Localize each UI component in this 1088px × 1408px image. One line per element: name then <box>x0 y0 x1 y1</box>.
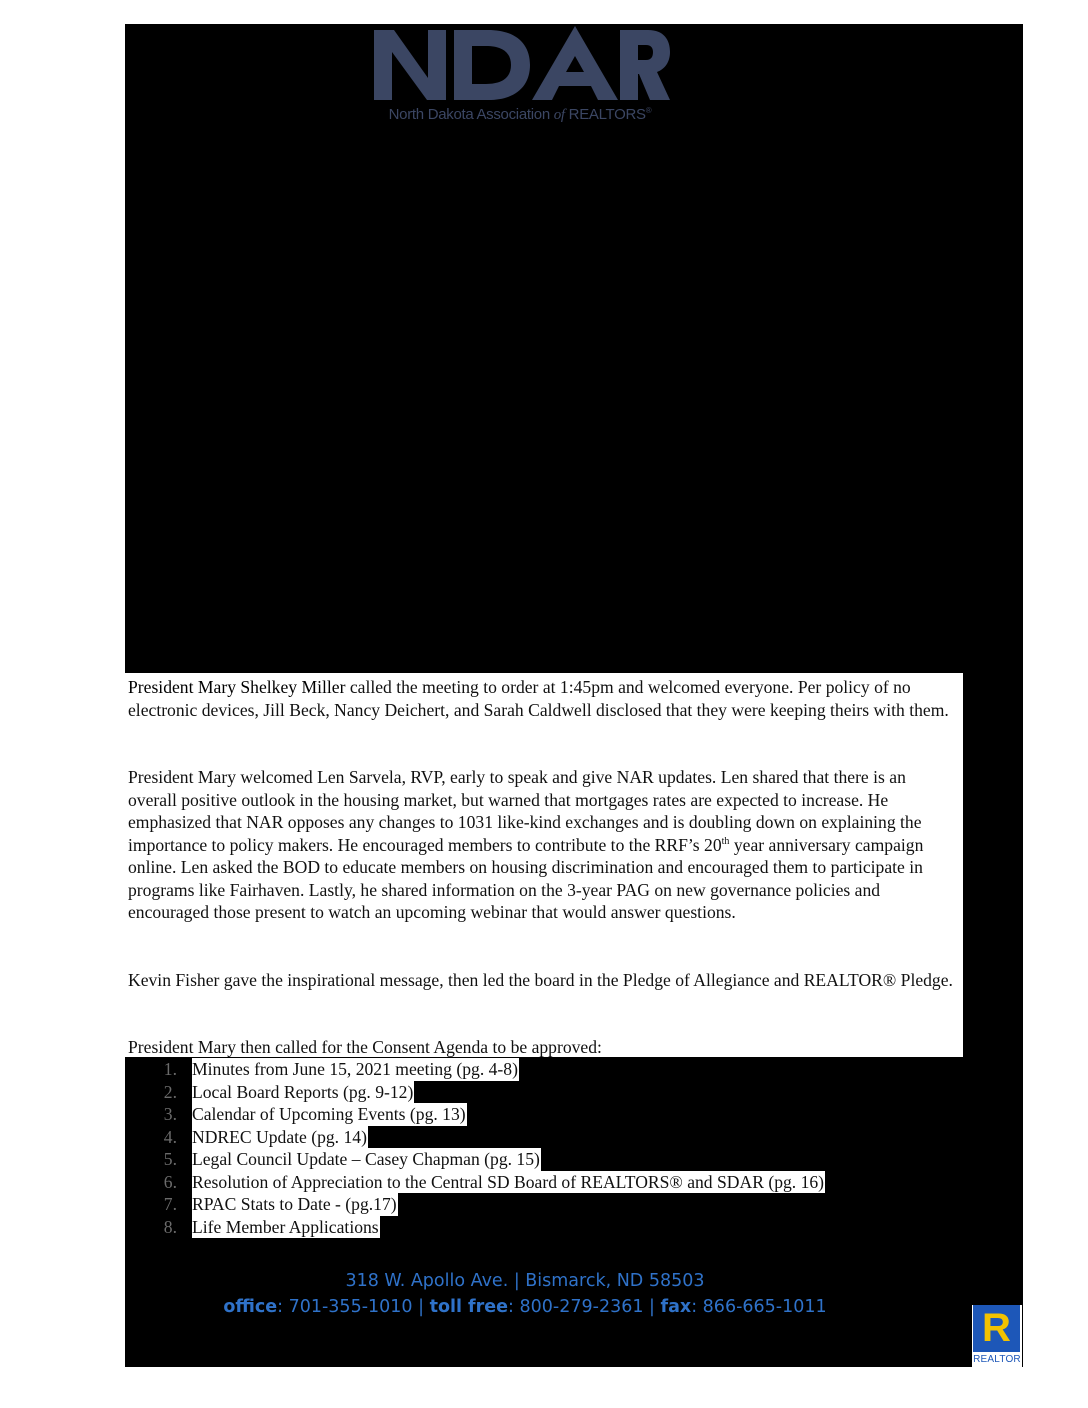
consent-agenda-list <box>125 1058 925 1238</box>
footer-address: 318 W. Apollo Ave. | Bismarck, ND 58503 <box>345 1271 705 1291</box>
realtor-r-icon: R <box>973 1305 1020 1352</box>
list-item: 1. Minutes from June 15, 2021 meeting (pg. 4-8) <box>163 1059 518 1079</box>
list-item: 3. Calendar of Upcoming Events (pg. 13) <box>163 1104 466 1124</box>
paragraph-inspirational-message: Kevin Fisher gave the inspirational message, then led the board in the Pledge of Allegiance and REALTOR® Pledge. <box>128 970 953 990</box>
list-item: 2. Local Board Reports (pg. 9-12) <box>163 1081 414 1102</box>
footer-contact-line: office: 701-355-1010 | toll free: 800-279-2361 | fax: 866-665-1011 <box>223 1297 827 1317</box>
paragraph-rvp-update: President Mary welcomed Len Sarvela, RVP, early to speak and give NAR updates. Len shared that there is an overall positive outlook in the housing market, but warned that mortgages rates are expected to increase. He emphasized that NAR opposes any changes to 1031 like-kind exchanges and is doubling down on explaining the importance to policy makers. He encouraged members to contribute to the RRF’s 20th year anniversary campaign online. Len asked the BOD to educate members on housing discrimination and encouraged them to participate in programs like Fairhaven. Lastly, he shared information on the 3-year PAG on new governance policies and encouraged those present to watch an upcoming webinar that would answer questions. <box>128 767 924 922</box>
list-item: 4. NDREC Update (pg. 14) <box>163 1126 367 1147</box>
logo-tagline: North Dakota Association of REALTORS® <box>388 106 652 123</box>
list-item: 8. Life Member Applications <box>163 1216 379 1237</box>
paragraph-call-to-order: President Mary Shelkey Miller called the meeting to order at 1:45pm and welcomed everyone. Per policy of no electronic devices, Jill Beck, Nancy Deichert, and Sarah Caldwell disclosed that they were keeping theirs with them. <box>128 677 949 720</box>
list-item: 5. Legal Council Update – Casey Chapman (pg. 15) <box>163 1149 540 1169</box>
paragraph-consent-agenda-intro: President Mary then called for the Consent Agenda to be approved: <box>128 1037 602 1057</box>
ndar-logo <box>370 22 670 128</box>
realtor-badge-logo <box>972 1305 1022 1367</box>
ndar-logo-mark <box>370 22 670 106</box>
realtor-badge-word: REALTOR <box>973 1354 1021 1365</box>
list-item: 6. Resolution of Appreciation to the Central SD Board of REALTORS® and SDAR (pg. 16) <box>163 1171 825 1192</box>
list-item: 7. RPAC Stats to Date - (pg.17) <box>163 1194 397 1214</box>
